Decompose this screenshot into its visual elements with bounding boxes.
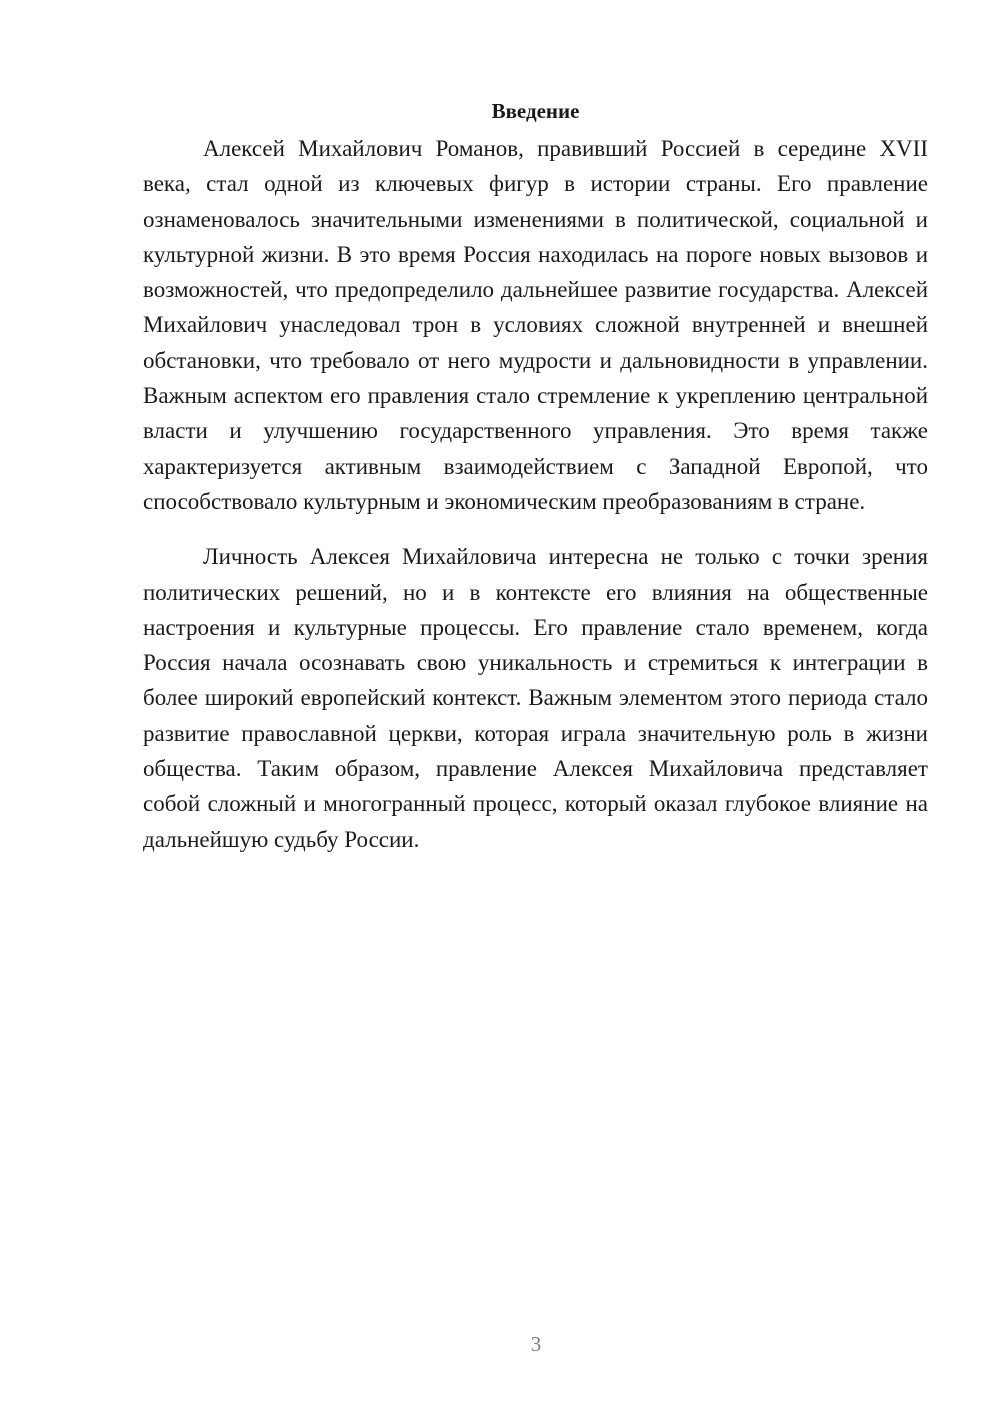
paragraph-intro: Алексей Михайлович Романов, правивший Россией в середине XVII века, стал одной из ключевых фигур в истории страны. Его правление ознаменовалось значительными изменениями в политической, социальной и культурной жизни. В это время Россия находилась на пороге новых вызовов и возможностей, что предопределило дальнейшее развитие государства. Алексей Михайлович унаследовал трон в условиях сложной внутренней и внешней обстановки, что требовало от него мудрости и дальновидности в управлении. Важным аспектом его правления стало стремление к укреплению центральной власти и улучшению государственного управления. Это время также характеризуется активным взаимодействием с Западной Европой, что способствовало культурным и экономическим преобразованиям в стране. [143, 136, 928, 514]
page-content [143, 96, 928, 857]
page-number: 3 [530, 1332, 542, 1356]
paragraph-personality: Личность Алексея Михайловича интересна не только с точки зрения политических решений, но и в контексте его влияния на общественные настроения и культурные процессы. Его правление стало временем, когда Россия начала осознавать свою уникальность и стремиться к интеграции в более широкий европейский контекст. Важным элементом этого периода стало развитие православной церкви, которая играла значительную роль в жизни общества. Таким образом, правление Алексея Михайловича представляет собой сложный и многогранный процесс, который оказал глубокое влияние на дальнейшую судьбу России. [143, 544, 928, 852]
section-heading: Введение [491, 99, 580, 123]
